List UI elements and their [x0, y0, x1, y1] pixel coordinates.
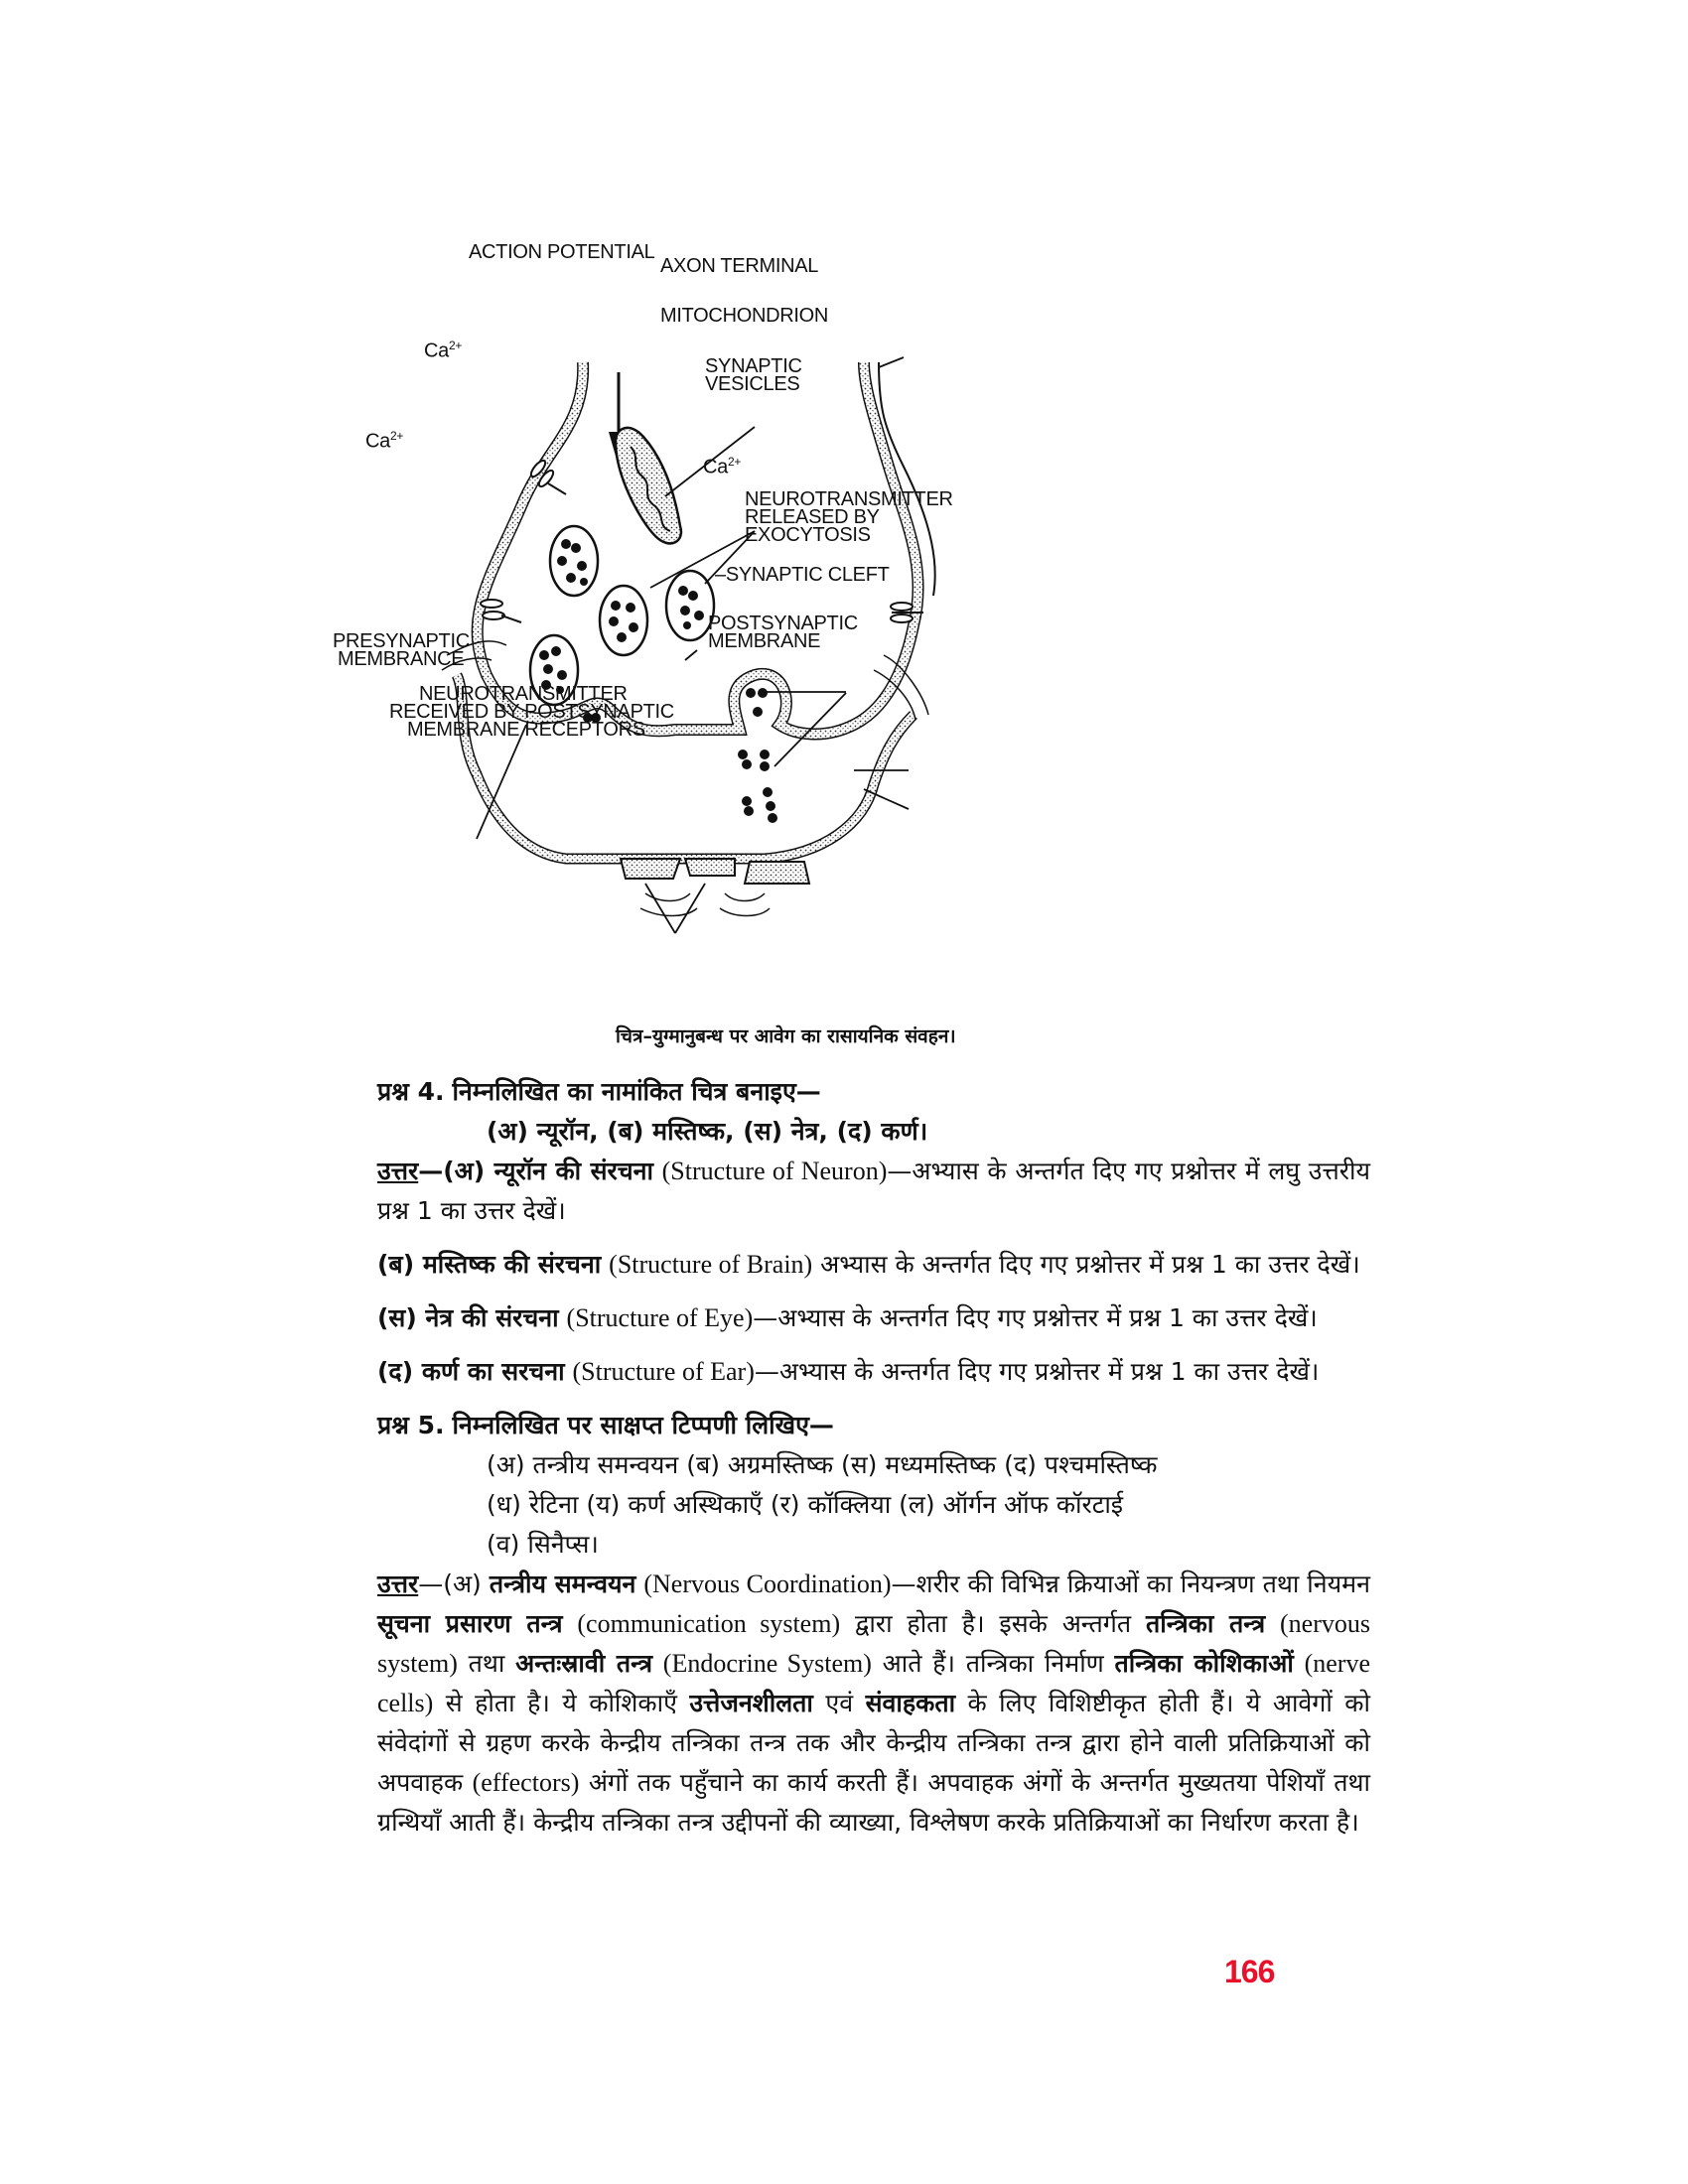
vesicle — [530, 526, 714, 705]
figure-caption: चित्र–युग्मानुबन्ध पर आवेग का रासायनिक संवहन। — [616, 1025, 956, 1047]
label-axon-terminal: AXON TERMINAL — [660, 255, 819, 277]
label-synaptic-vesicles-2: VESICLES — [705, 373, 800, 395]
label-synaptic-cleft: –SYNAPTIC CLEFT — [715, 564, 890, 586]
question-5-options-1: (अ) तन्त्रीय समन्वयन (ब) अग्रमस्तिष्क (स) मध्यमस्तिष्क (द) पश्चमस्तिष्क — [487, 1450, 1158, 1479]
label-presynaptic-2: MEMBRANCE — [338, 648, 465, 670]
question-5-label: प्रश्न 5. — [377, 1411, 445, 1439]
label-ca-ion-right: $Ca^{2+}$ — [703, 455, 742, 478]
question-4-label: प्रश्न 4. — [377, 1077, 445, 1106]
question-5-options-2: (ध) रेटिना (य) कर्ण अस्थिकाएँ (र) कॉक्लिया (ल) ऑर्गन ऑफ कॉरटाई — [487, 1490, 1124, 1519]
term-nervous-coordination: तन्त्रीय समन्वयन — [489, 1570, 636, 1598]
answer-4-item-c — [377, 1298, 1370, 1338]
answer-4-b-text: अभ्यास के अन्तर्गत दिए गए प्रश्नोत्तर में प्रश्न 1 का उत्तर देखें। — [812, 1250, 1360, 1279]
answer-5: उत्तर—(अ) तन्त्रीय समन्वयन (Nervous Coordination)—शरीर की विभिन्न क्रियाओं का नियन्त्रण तथा नियमन सूचना प्रसारण तन्त्र (communication system) द्वारा होता है। इसके अन्तर्गत तन्त्रिका तन्त्र (nervous system) तथा अन्तःस्रावी तन्त्र (Endocrine System) आते हैं। तन्त्रिका निर्माण तन्त्रिका कोशिकाओं (nerve cells) से होता है। ये कोशिकाएँ उत्तेजनशीलता एवं संवाहकता के लिए विशिष्टीकृत होती हैं। ये आवेगों को संवेदांगों से ग्रहण करके केन्द्रीय तन्त्रिका तन्त्र तक और केन्द्रीय तन्त्रिका तन्त्र द्वारा होने वाली प्रतिक्रियाओं को अपवाहक (effectors) अंगों तक पहुँचाने का कार्य करती हैं। अपवाहक अंगों के अन्तर्गत मुख्यतया पेशियाँ तथा ग्रन्थियाँ आती हैं। केन्द्रीय तन्त्रिका तन्त्र उद्दीपनों की व्याख्या, विश्लेषण करके प्रतिक्रियाओं का निर्धारण करता है। — [377, 1570, 1370, 1837]
answer-4-a-english: (Structure of Neuron) — [661, 1157, 888, 1185]
answer-4-a-text: —अभ्यास के अन्तर्गत दिए गए प्रश्नोत्तर में लघु उत्तरीय प्रश्न 1 का उत्तर देखें। — [377, 1157, 1370, 1225]
label-ca-ion-top: $Ca^{2+}$ — [424, 339, 463, 362]
answer-4-d-title: (द) कर्ण का सरचना — [377, 1357, 565, 1386]
synapse-diagram — [333, 241, 1311, 1052]
answer-4-item-b — [377, 1245, 1370, 1285]
label-nt-received-3: MEMBRANE RECEPTORS — [407, 719, 645, 741]
label-nt-received-1: NEUROTRANSMITTER — [419, 683, 628, 705]
page-body — [377, 1072, 1370, 1843]
label-postsynaptic-1: POSTSYNAPTIC — [708, 613, 858, 634]
answer-4-c-english: (Structure of Eye) — [566, 1303, 754, 1332]
answer-4-d-english: (Structure of Ear) — [572, 1357, 755, 1386]
answer-label: उत्तर — [377, 1157, 419, 1185]
answer-label: उत्तर — [377, 1570, 419, 1598]
answer-4-item-d — [377, 1352, 1370, 1392]
answer-4-a-title: —(अ) न्यूरॉन की संरचना — [418, 1157, 653, 1185]
label-ca-ion-left: $Ca^{2+}$ — [365, 429, 404, 453]
answer-4-c-text: —अभ्यास के अन्तर्गत दिए गए प्रश्नोत्तर में प्रश्न 1 का उत्तर देखें। — [753, 1303, 1318, 1332]
label-nt-released-1: NEUROTRANSMITTER — [745, 488, 953, 510]
label-presynaptic-1: PRESYNAPTIC — [333, 630, 470, 652]
question-5-text: निम्नलिखित पर साक्षप्त टिप्पणी लिखिए— — [452, 1411, 834, 1439]
question-4-options: (अ) न्यूरॉन, (ब) मस्तिष्क, (स) नेत्र, (द) कर्ण। — [487, 1117, 928, 1146]
label-mitochondrion: MITOCHONDRION — [660, 305, 829, 327]
answer-4-b-title: (ब) मस्तिष्क की संरचना — [377, 1250, 602, 1279]
label-postsynaptic-2: MEMBRANE — [708, 630, 821, 652]
page-number: 166 — [1224, 1954, 1275, 1989]
question-4-text: निम्नलिखित का नामांकित चित्र बनाइए— — [452, 1077, 821, 1106]
label-synaptic-vesicles-1: SYNAPTIC — [705, 355, 802, 377]
label-action-potential: ACTION POTENTIAL — [469, 241, 655, 263]
answer-4-c-title: (स) नेत्र की संरचना — [377, 1303, 559, 1332]
question-4 — [377, 1072, 1370, 1112]
question-5 — [377, 1406, 1370, 1445]
answer-4-item-a — [377, 1152, 1370, 1231]
answer-4-d-text: —अभ्यास के अन्तर्गत दिए गए प्रश्नोत्तर में प्रश्न 1 का उत्तर देखें। — [754, 1357, 1320, 1386]
label-nt-released-2: RELEASED BY — [745, 506, 880, 528]
label-nt-released-3: EXOCYTOSIS — [745, 524, 871, 546]
answer-4-b-english: (Structure of Brain) — [609, 1250, 813, 1279]
question-5-options-3: (व) सिनैप्स। — [487, 1530, 599, 1559]
label-nt-received-2: RECEIVED BY POSTSYNAPTIC — [389, 701, 674, 723]
